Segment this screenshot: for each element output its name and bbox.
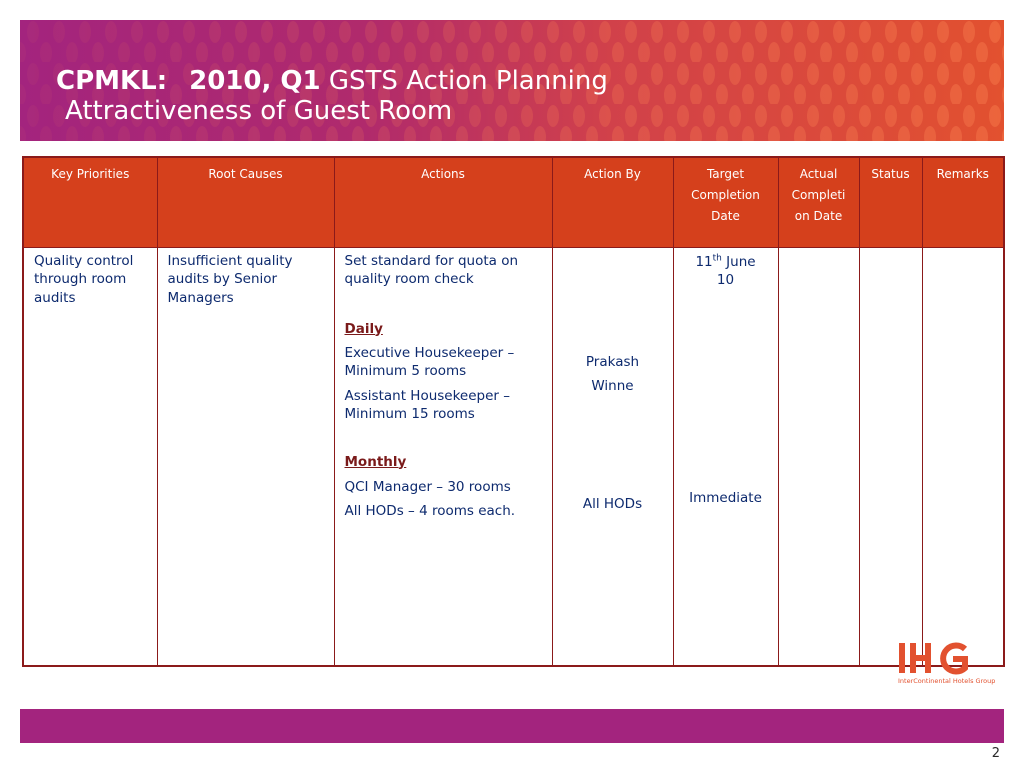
table-header-row	[23, 157, 1004, 247]
header-actual-completion-date: Actual Completi on Date	[778, 157, 859, 247]
table-row	[23, 247, 1004, 666]
cell-key-priority: Quality control through room audits	[23, 247, 157, 666]
monthly-item: All HODs – 4 rooms each.	[344, 502, 516, 519]
page-title	[56, 64, 608, 98]
header-key-priorities: Key Priorities	[23, 157, 157, 247]
page-subtitle: Attractiveness of Guest Room	[65, 96, 453, 126]
page-number: 2	[991, 746, 1000, 761]
cell-status	[859, 247, 922, 666]
header-status: Status	[859, 157, 922, 247]
cell-action-by	[552, 247, 673, 666]
daily-heading: Daily	[344, 320, 383, 337]
header-remarks: Remarks	[922, 157, 1004, 247]
cell-actions	[334, 247, 552, 666]
action-by-hods: All HODs	[582, 495, 643, 512]
title-code: CPMKL:	[56, 66, 168, 96]
logo-caption: InterContinental Hotels Group	[898, 677, 996, 685]
footer-bar	[20, 709, 1004, 743]
target-date-1: 11th June 10	[695, 253, 756, 288]
action-intro: Set standard for quota on quality room check	[344, 252, 519, 287]
daily-item: Assistant Housekeeper – Minimum 15 rooms	[344, 387, 511, 422]
header-root-causes: Root Causes	[157, 157, 334, 247]
action-by-person: Prakash Winne	[585, 353, 640, 394]
header-banner	[20, 20, 1004, 141]
header-target-completion-date: Target Completion Date	[673, 157, 778, 247]
action-plan-table	[22, 156, 1005, 667]
target-date-2: Immediate	[689, 489, 762, 506]
cell-target-date	[673, 247, 778, 666]
header-actions: Actions	[334, 157, 552, 247]
daily-item: Executive Housekeeper – Minimum 5 rooms	[344, 344, 515, 379]
cell-root-cause: Insufficient quality audits by Senior Managers	[157, 247, 334, 666]
monthly-heading: Monthly	[344, 453, 407, 470]
monthly-item: QCI Manager – 30 rooms	[344, 478, 511, 495]
title-rest: GSTS Action Planning	[328, 66, 608, 96]
cell-actual-date	[778, 247, 859, 666]
title-period: 2010, Q1	[189, 66, 321, 96]
cell-remarks	[922, 247, 1004, 666]
header-action-by: Action By	[552, 157, 673, 247]
